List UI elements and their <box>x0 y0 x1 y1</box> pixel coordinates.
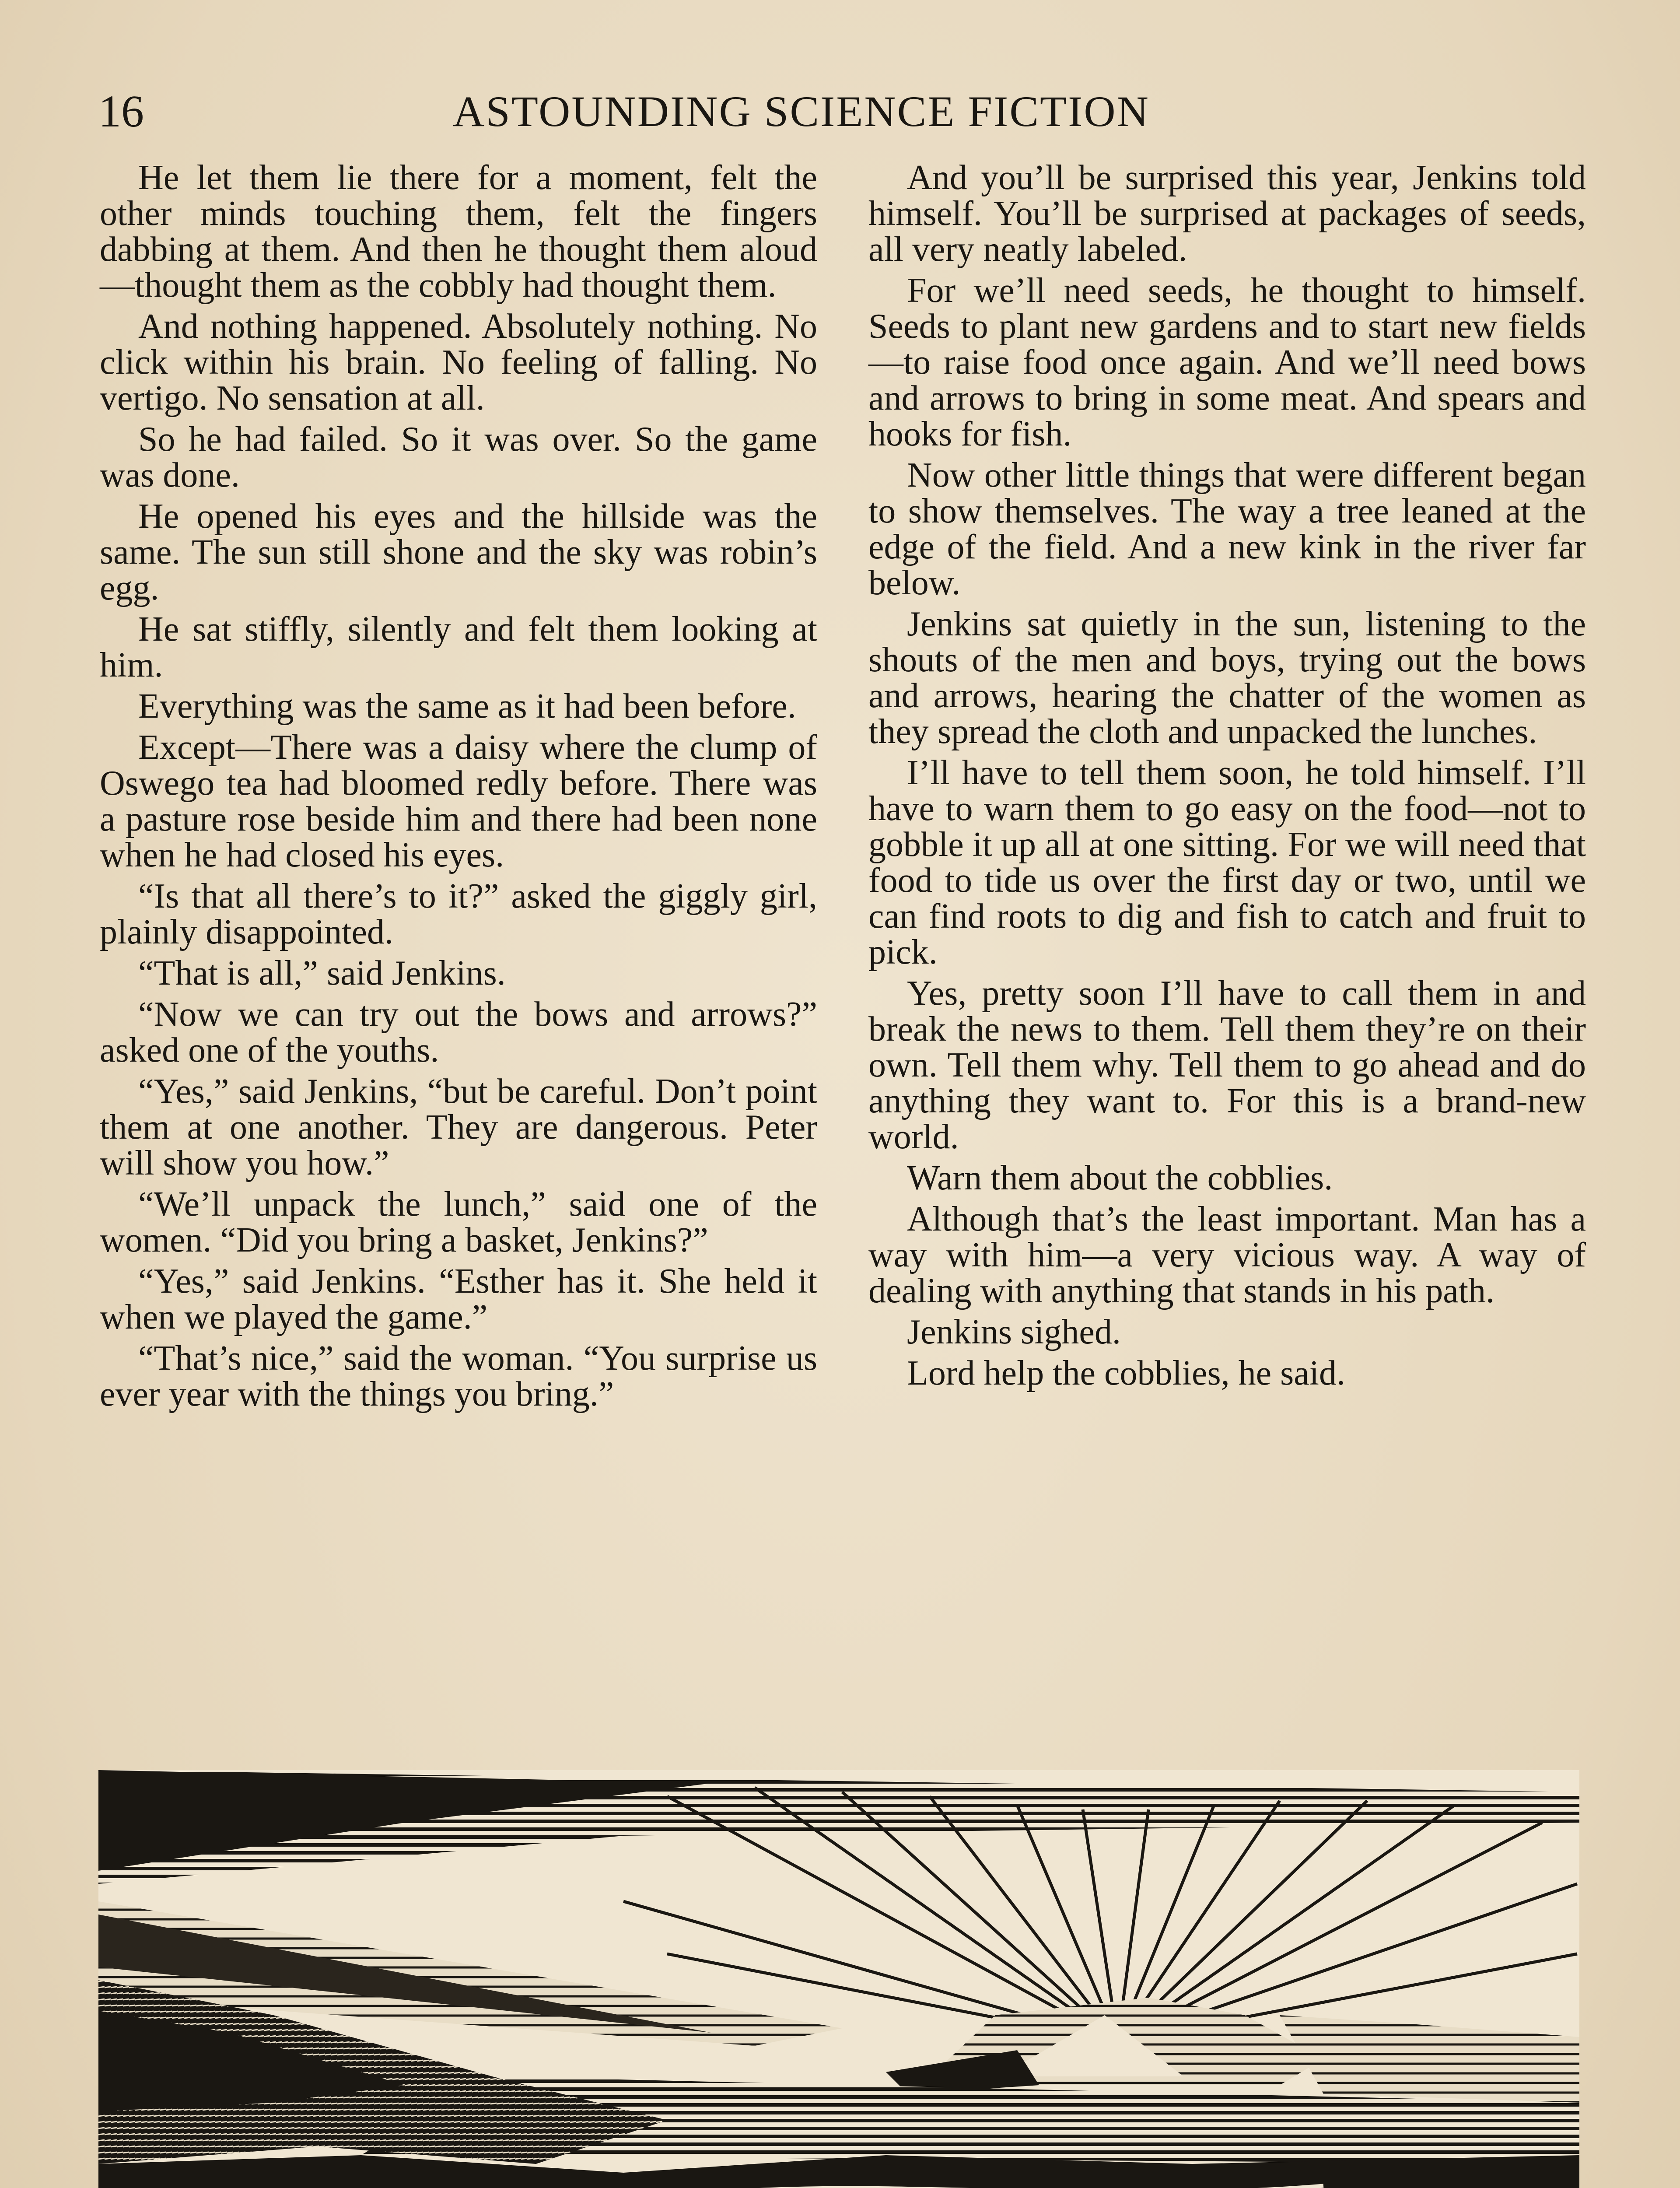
paragraph: Now other little things that were different began to show themselves. The way a tree leaned at the edge of the field. And a new kink in the river far below. <box>868 456 1586 602</box>
paragraph: And nothing happened. Absolutely nothing. No click within his brain. No feeling of falling. No vertigo. No sensation at all. <box>100 307 817 417</box>
paragraph: He opened his eyes and the hillside was the same. The sun still shone and the sky was robin’s egg. <box>100 497 817 607</box>
paragraph: “That’s nice,” said the woman. “You surprise us ever year with the things you bring.” <box>100 1339 817 1413</box>
paragraph: Jenkins sat quietly in the sun, listening to the shouts of the men and boys, trying out the bows and arrows, hearing the chatter of the women as they spread the cloth and unpacked the lunches. <box>868 605 1586 751</box>
paragraph: “Yes,” said Jenkins, “but be careful. Don’t point them at one another. They are dangerous. Peter will show you how.” <box>100 1072 817 1182</box>
paragraph: “Yes,” said Jenkins. “Esther has it. She held it when we played the game.” <box>100 1262 817 1336</box>
paragraph: For we’ll need seeds, he thought to himself. Seeds to plant new gardens and to start new fields—to raise food once again. And we’ll need bows and arrows to bring in some meat. And spears and hooks for fish. <box>868 271 1586 453</box>
paragraph: “Now we can try out the bows and arrows?” asked one of the youths. <box>100 995 817 1069</box>
paragraph: Warn them about the cobblies. <box>907 1159 1333 1197</box>
landscape-illustration <box>98 1770 1579 2188</box>
right-text-column <box>868 160 1586 1396</box>
left-text-column <box>100 160 817 1417</box>
paragraph: Everything was the same as it had been before. <box>138 687 796 726</box>
paragraph: “That is all,” said Jenkins. <box>138 954 506 992</box>
page-header <box>98 83 1586 140</box>
paragraph: “We’ll unpack the lunch,” said one of the women. “Did you bring a basket, Jenkins?” <box>100 1185 817 1259</box>
magazine-title: ASTOUNDING SCIENCE FICTION <box>453 87 1150 136</box>
paragraph: He let them lie there for a moment, felt the other minds touching them, felt the fingers dabbing at them. And then he thought them aloud—thought them as the cobbly had thought them. <box>100 158 817 305</box>
paragraph: So he had failed. So it was over. So the game was done. <box>100 420 817 494</box>
paragraph: And you’ll be surprised this year, Jenkins told himself. You’ll be surprised at packages of seeds, all very neatly labeled. <box>868 158 1586 269</box>
paragraph: Lord help the cobblies, he said. <box>907 1354 1345 1392</box>
page-number: 16 <box>98 86 144 137</box>
sunrise-landscape-engraving <box>98 1770 1579 2188</box>
paragraph: I’ll have to tell them soon, he told himself. I’ll have to warn them to go easy on the food—not to gobble it up all at one sitting. For we will need that food to tide us over the first day or two, until we can find roots to dig and fish to catch and fruit to pick. <box>868 754 1586 971</box>
paragraph: Jenkins sighed. <box>907 1313 1121 1351</box>
paragraph: Although that’s the least important. Man has a way with him—a very vicious way. A way of dealing with anything that stands in his path. <box>868 1200 1586 1310</box>
paragraph: He sat stiffly, silently and felt them looking at him. <box>100 610 817 684</box>
paragraph: Except—There was a daisy where the clump of Oswego tea had bloomed redly before. There was a pasture rose beside him and there had been none when he had closed his eyes. <box>100 728 817 874</box>
paragraph: “Is that all there’s to it?” asked the giggly girl, plainly disappointed. <box>100 877 817 951</box>
paragraph: Yes, pretty soon I’ll have to call them in and break the news to them. Tell them they’re on their own. Tell them why. Tell them to go ahead and do anything they want to. For this is a brand-new world. <box>868 974 1586 1156</box>
